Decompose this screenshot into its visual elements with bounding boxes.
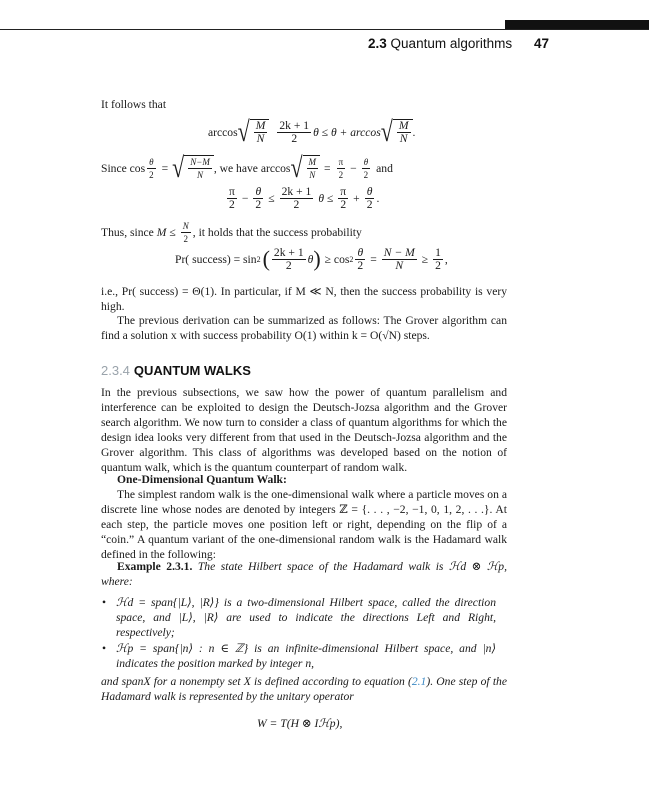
thus-line: Thus, since M ≤ $\frac{N}{2}$ , it holds that the success probability	[101, 221, 362, 244]
equation-1: arccos √ $\frac{M}{N}$ $\frac{2k + 1}{2}$ θ ≤ θ + arccos √ $\frac{M}{N}$ .	[208, 115, 416, 148]
eq1-sqrt-2: √ $\frac{M}{N}$	[381, 119, 413, 145]
para-it-follows: It follows that	[101, 98, 167, 111]
header-section-title: Quantum algorithms	[390, 36, 513, 51]
eq1-frac: $\frac{2k + 1}{2}$	[279, 118, 310, 145]
para-derivation: The previous derivation can be summarized as follows: The Grover algorithm can find a solution x with success probability O(1) within k = O(√N) steps.	[101, 314, 507, 342]
section-heading	[101, 362, 251, 380]
subheading-1d-walk: One-Dimensional Quantum Walk:	[117, 473, 287, 486]
example-2-3-1	[101, 559, 507, 589]
section-title: QUANTUM WALKS	[133, 363, 251, 378]
equation-2: $\frac{\pi}{2}$ − $\frac{\theta}{2}$ ≤ $\frac{2k + 1}{2}$ θ ≤ $\frac{\pi}{2}$ + $\frac{\theta}{2}$ .	[229, 185, 380, 211]
example-label: Example 2.3.1.	[117, 560, 193, 573]
since-sqrt-2: √ $\frac{M}{N}$	[290, 155, 320, 181]
para-quantum-walks: In the previous subsections, we saw how the power of quantum parallelism and interference can be exploited to design the Deutsch-Jozsa algorithm and the Grover search algorithm. We now turn to consider a class of quantum algorithms for which the design idea looks very different from that used in the Deutsch-Jozsa algorithm and the Grover algorithm. This class of algorithms was developed based on the notion of quantum walk, which is the quantum counterpart of random walk.	[101, 386, 507, 474]
equation-reference-link[interactable]: 2.1	[411, 675, 427, 688]
since-half-frac: $\frac{\theta}{2}$	[149, 156, 154, 180]
since-sqrt: √ $\frac{N-M}{N}$	[172, 155, 214, 181]
para-ie: i.e., Pr( success) = Θ(1). In particular, if M ≪ N, then the success probability is very high.	[101, 285, 507, 313]
equation-w: W = T(H ⊗ Iℋp),	[257, 717, 343, 730]
eq1-theta: θ ≤ θ + arccos	[313, 125, 381, 139]
bullet-2: • ℋp = span{|n⟩ : n ∈ ℤ} is an infinite-dimensional Hilbert space, and |n⟩ indicates the position marked by integer n,	[102, 642, 496, 670]
page-number: 47	[534, 36, 550, 51]
running-header	[368, 36, 512, 51]
bullet-1: • ℋd = span{|L⟩, |R⟩} is a two-dimensional Hilbert space, called the direction space, and |L⟩, |R⟩ are used to indicate the directions Left and Right, respectively;	[102, 596, 496, 639]
since-line: Since cos $\frac{\theta}{2}$ = √ $\frac{N-M}{N}$ , we have arccos √ $\frac{M}{N}$ = $\frac{\pi}{2}$ − $\frac{\theta}{2}$ and	[101, 151, 393, 184]
header-rule	[0, 29, 649, 30]
equation-3: Pr( success) = sin 2 ( $\frac{2k + 1}{2}$ θ ) ≥ cos 2 $\frac{\theta}{2}$ = $\frac{N - M}{N}$ ≥ $\frac{1}{2}$ ,	[175, 245, 448, 272]
example-text: The state Hilbert space of the Hadamard walk is ℋd ⊗ ℋp, where:	[101, 560, 507, 588]
eq1-sqrt-1: √ $\frac{M}{N}$	[238, 119, 270, 145]
para-span-def: and spanX for a nonempty set X is defined according to equation (2.1). One step of the Hadamard walk is represented by the unitary operator	[101, 675, 507, 703]
section-number: 2.3.4	[101, 363, 130, 378]
eq1-arccos: arccos	[208, 125, 238, 139]
para-simple-walk: The simplest random walk is the one-dimensional walk where a particle moves on a discrete line whose nodes are denoted by integers ℤ = {. . . , −2, −1, 0, 1, 2, . . .}. At each step, the particle moves one position left or right, depending on the flip of a “coin.” A quantum variant of the one-dimensional random walk is the Hadamard walk defined in the following:	[101, 488, 507, 561]
header-section-number: 2.3	[368, 36, 387, 51]
